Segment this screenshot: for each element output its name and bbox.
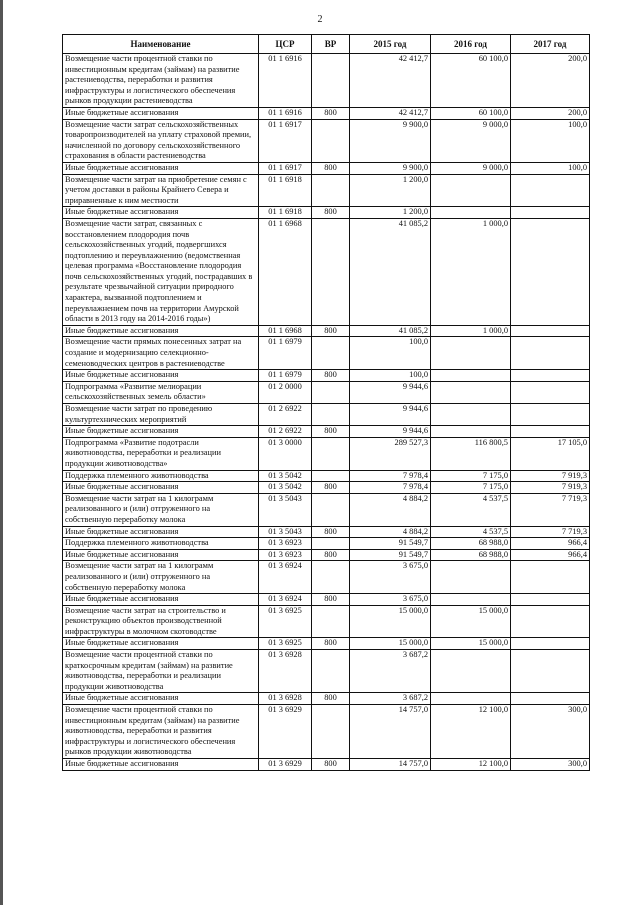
row-2017 bbox=[511, 426, 590, 438]
row-name: Возмещение части затрат по проведению культуртехнических мероприятий bbox=[63, 404, 259, 426]
row-2016: 12 100,0 bbox=[431, 759, 511, 771]
row-name: Иные бюджетные ассигнования bbox=[63, 759, 259, 771]
row-name: Поддержка племенного животноводства bbox=[63, 470, 259, 482]
row-vr bbox=[312, 337, 350, 370]
row-name: Возмещение части прямых понесенных затрат на создание и модернизацию селекционно-семеноводческих центров в растениеводстве bbox=[63, 337, 259, 370]
header-row bbox=[63, 35, 590, 54]
row-2016: 68 988,0 bbox=[431, 538, 511, 550]
row-csr: 01 3 6928 bbox=[259, 693, 312, 705]
row-name: Возмещение части затрат на 1 килограмм реализованного и (или) отгруженного на собственную переработку молока bbox=[63, 561, 259, 594]
row-csr: 01 3 6923 bbox=[259, 549, 312, 561]
row-2017 bbox=[511, 370, 590, 382]
row-2015: 9 944,6 bbox=[350, 426, 431, 438]
table-row bbox=[63, 54, 590, 108]
row-2017 bbox=[511, 404, 590, 426]
row-2017 bbox=[511, 174, 590, 207]
row-2016 bbox=[431, 693, 511, 705]
table-row bbox=[63, 561, 590, 594]
row-2016: 116 800,5 bbox=[431, 437, 511, 470]
header-2016: 2016 год bbox=[431, 35, 511, 54]
row-2017: 7 719,3 bbox=[511, 526, 590, 538]
row-2015: 41 085,2 bbox=[350, 218, 431, 325]
row-2017: 7 919,3 bbox=[511, 470, 590, 482]
row-vr bbox=[312, 119, 350, 162]
header-2017: 2017 год bbox=[511, 35, 590, 54]
row-2015: 289 527,3 bbox=[350, 437, 431, 470]
table-row bbox=[63, 426, 590, 438]
row-name: Возмещение части затрат на 1 килограмм реализованного и (или) отгруженного на собственную переработку молока bbox=[63, 493, 259, 526]
table-row bbox=[63, 482, 590, 494]
row-name: Иные бюджетные ассигнования bbox=[63, 426, 259, 438]
table-row bbox=[63, 404, 590, 426]
row-csr: 01 3 6924 bbox=[259, 594, 312, 606]
row-vr: 800 bbox=[312, 482, 350, 494]
row-vr bbox=[312, 381, 350, 403]
row-name: Иные бюджетные ассигнования bbox=[63, 482, 259, 494]
row-vr bbox=[312, 538, 350, 550]
page-number: 2 bbox=[317, 14, 323, 25]
table-row bbox=[63, 538, 590, 550]
row-2016: 7 175,0 bbox=[431, 470, 511, 482]
row-vr: 800 bbox=[312, 759, 350, 771]
row-2017: 300,0 bbox=[511, 705, 590, 759]
row-2015: 1 200,0 bbox=[350, 174, 431, 207]
row-2016: 15 000,0 bbox=[431, 605, 511, 638]
row-name: Подпрограмма «Развитие подотрасли животноводства, переработки и реализации продукции животноводства» bbox=[63, 437, 259, 470]
header-vr: ВР bbox=[312, 35, 350, 54]
row-vr bbox=[312, 437, 350, 470]
row-2016 bbox=[431, 404, 511, 426]
row-2016: 1 000,0 bbox=[431, 325, 511, 337]
row-2017: 100,0 bbox=[511, 119, 590, 162]
row-vr: 800 bbox=[312, 594, 350, 606]
row-2015: 3 675,0 bbox=[350, 594, 431, 606]
row-2016: 60 100,0 bbox=[431, 54, 511, 108]
budget-table bbox=[62, 34, 590, 771]
row-2017 bbox=[511, 337, 590, 370]
row-2015: 91 549,7 bbox=[350, 549, 431, 561]
row-csr: 01 2 0000 bbox=[259, 381, 312, 403]
row-name: Иные бюджетные ассигнования bbox=[63, 549, 259, 561]
row-2017: 966,4 bbox=[511, 549, 590, 561]
row-csr: 01 3 6924 bbox=[259, 561, 312, 594]
row-csr: 01 1 6968 bbox=[259, 218, 312, 325]
row-2017 bbox=[511, 605, 590, 638]
row-name: Возмещение части затрат, связанных с восстановлением плодородия почв сельскохозяйственных угодий, подвергшихся подтоплению и переувлажнению (ведомственная целевая программа «Восстановление плодородия почв сельскохозяйственных угодий, пострадавших в результате чрезвычайной ситуации природного характера, вызванной подтоплением и переувлажнением почв на территории Амурской области в 2013 году на 2014-2016 годы») bbox=[63, 218, 259, 325]
table-row bbox=[63, 493, 590, 526]
table-row bbox=[63, 207, 590, 219]
row-name: Возмещение части процентной ставки по краткосрочным кредитам (займам) на развитие животноводства, переработки и реализации продукции животноводства bbox=[63, 650, 259, 693]
row-2017 bbox=[511, 207, 590, 219]
row-2017 bbox=[511, 693, 590, 705]
row-2016: 1 000,0 bbox=[431, 218, 511, 325]
header-name: Наименование bbox=[63, 35, 259, 54]
row-2015: 9 944,6 bbox=[350, 404, 431, 426]
row-name: Иные бюджетные ассигнования bbox=[63, 162, 259, 174]
row-2015: 1 200,0 bbox=[350, 207, 431, 219]
row-2015: 42 412,7 bbox=[350, 107, 431, 119]
row-vr bbox=[312, 561, 350, 594]
row-2015: 15 000,0 bbox=[350, 605, 431, 638]
row-2016 bbox=[431, 174, 511, 207]
row-name: Возмещение части затрат на строительство и реконструкцию объектов производственной инфраструктуры в молочном скотоводстве bbox=[63, 605, 259, 638]
row-2017 bbox=[511, 594, 590, 606]
row-csr: 01 1 6916 bbox=[259, 54, 312, 108]
row-2016 bbox=[431, 370, 511, 382]
row-csr: 01 1 6918 bbox=[259, 174, 312, 207]
row-2016 bbox=[431, 207, 511, 219]
row-csr: 01 2 6922 bbox=[259, 426, 312, 438]
table-row bbox=[63, 162, 590, 174]
table-row bbox=[63, 705, 590, 759]
table-row bbox=[63, 119, 590, 162]
row-name: Возмещение части затрат сельскохозяйственных товаропроизводителей на уплату страховой премии, начисленной по договору сельскохозяйственного страхования в области растениеводства bbox=[63, 119, 259, 162]
row-2017: 200,0 bbox=[511, 54, 590, 108]
row-vr bbox=[312, 470, 350, 482]
table-row bbox=[63, 107, 590, 119]
row-vr bbox=[312, 54, 350, 108]
row-2017 bbox=[511, 325, 590, 337]
table-row bbox=[63, 218, 590, 325]
row-csr: 01 1 6918 bbox=[259, 207, 312, 219]
row-name: Возмещение части процентной ставки по инвестиционным кредитам (займам) на развитие животноводства, переработки и развития инфраструктуры и логистического обеспечения рынков продукции животноводства bbox=[63, 705, 259, 759]
row-csr: 01 2 6922 bbox=[259, 404, 312, 426]
row-vr bbox=[312, 493, 350, 526]
row-2015: 7 978,4 bbox=[350, 482, 431, 494]
row-csr: 01 1 6917 bbox=[259, 119, 312, 162]
row-2015: 14 757,0 bbox=[350, 759, 431, 771]
row-vr: 800 bbox=[312, 426, 350, 438]
table-row bbox=[63, 605, 590, 638]
row-vr: 800 bbox=[312, 549, 350, 561]
row-vr: 800 bbox=[312, 638, 350, 650]
row-csr: 01 1 6916 bbox=[259, 107, 312, 119]
row-2016 bbox=[431, 381, 511, 403]
table-row bbox=[63, 693, 590, 705]
row-2017: 300,0 bbox=[511, 759, 590, 771]
row-name: Иные бюджетные ассигнования bbox=[63, 526, 259, 538]
row-name: Иные бюджетные ассигнования bbox=[63, 594, 259, 606]
header-csr: ЦСР bbox=[259, 35, 312, 54]
row-2017: 100,0 bbox=[511, 162, 590, 174]
row-vr bbox=[312, 705, 350, 759]
row-vr: 800 bbox=[312, 207, 350, 219]
row-2016: 12 100,0 bbox=[431, 705, 511, 759]
row-2015: 3 687,2 bbox=[350, 693, 431, 705]
row-2015: 9 900,0 bbox=[350, 119, 431, 162]
table-row bbox=[63, 325, 590, 337]
row-2016 bbox=[431, 426, 511, 438]
row-2015: 100,0 bbox=[350, 337, 431, 370]
row-2016: 68 988,0 bbox=[431, 549, 511, 561]
row-vr bbox=[312, 605, 350, 638]
row-2015: 3 687,2 bbox=[350, 650, 431, 693]
row-2016: 7 175,0 bbox=[431, 482, 511, 494]
row-2017 bbox=[511, 381, 590, 403]
table-row bbox=[63, 759, 590, 771]
row-csr: 01 3 0000 bbox=[259, 437, 312, 470]
row-2016 bbox=[431, 561, 511, 594]
row-2017 bbox=[511, 218, 590, 325]
row-2017: 7 719,3 bbox=[511, 493, 590, 526]
row-2015: 7 978,4 bbox=[350, 470, 431, 482]
row-name: Подпрограмма «Развитие мелиорации сельскохозяйственных земель области» bbox=[63, 381, 259, 403]
row-csr: 01 1 6968 bbox=[259, 325, 312, 337]
row-vr bbox=[312, 174, 350, 207]
row-vr bbox=[312, 404, 350, 426]
row-vr bbox=[312, 650, 350, 693]
row-2017: 966,4 bbox=[511, 538, 590, 550]
row-2016: 60 100,0 bbox=[431, 107, 511, 119]
row-csr: 01 1 6917 bbox=[259, 162, 312, 174]
table-row bbox=[63, 594, 590, 606]
row-csr: 01 1 6979 bbox=[259, 370, 312, 382]
row-2016: 4 537,5 bbox=[431, 526, 511, 538]
row-2015: 15 000,0 bbox=[350, 638, 431, 650]
row-name: Иные бюджетные ассигнования bbox=[63, 325, 259, 337]
table-row bbox=[63, 437, 590, 470]
row-2017: 7 919,3 bbox=[511, 482, 590, 494]
row-csr: 01 3 5043 bbox=[259, 493, 312, 526]
row-name: Иные бюджетные ассигнования bbox=[63, 638, 259, 650]
row-csr: 01 3 6923 bbox=[259, 538, 312, 550]
row-name: Возмещение части процентной ставки по инвестиционным кредитам (займам) на развитие растениеводства, переработки и развития инфраструктуры и логистического обеспечения рынков продукции растениеводства bbox=[63, 54, 259, 108]
row-2016 bbox=[431, 650, 511, 693]
row-2016 bbox=[431, 337, 511, 370]
row-2015: 4 884,2 bbox=[350, 493, 431, 526]
header-2015: 2015 год bbox=[350, 35, 431, 54]
table-row bbox=[63, 470, 590, 482]
row-vr bbox=[312, 218, 350, 325]
table-row bbox=[63, 370, 590, 382]
row-2017: 200,0 bbox=[511, 107, 590, 119]
row-name: Иные бюджетные ассигнования bbox=[63, 370, 259, 382]
table-row bbox=[63, 381, 590, 403]
row-csr: 01 3 6925 bbox=[259, 638, 312, 650]
row-2015: 9 900,0 bbox=[350, 162, 431, 174]
row-csr: 01 3 5042 bbox=[259, 470, 312, 482]
row-2015: 9 944,6 bbox=[350, 381, 431, 403]
row-2015: 41 085,2 bbox=[350, 325, 431, 337]
row-name: Возмещение части затрат на приобретение семян с учетом доставки в районы Крайнего Севера и приравненные к ним местности bbox=[63, 174, 259, 207]
row-name: Поддержка племенного животноводства bbox=[63, 538, 259, 550]
row-2015: 42 412,7 bbox=[350, 54, 431, 108]
row-csr: 01 3 6925 bbox=[259, 605, 312, 638]
row-2016: 9 000,0 bbox=[431, 119, 511, 162]
row-vr: 800 bbox=[312, 370, 350, 382]
row-2015: 3 675,0 bbox=[350, 561, 431, 594]
table-row bbox=[63, 337, 590, 370]
row-2015: 100,0 bbox=[350, 370, 431, 382]
row-2017 bbox=[511, 561, 590, 594]
row-csr: 01 3 5042 bbox=[259, 482, 312, 494]
row-csr: 01 3 6928 bbox=[259, 650, 312, 693]
table-row bbox=[63, 526, 590, 538]
row-2015: 4 884,2 bbox=[350, 526, 431, 538]
row-name: Иные бюджетные ассигнования bbox=[63, 107, 259, 119]
row-2016: 9 000,0 bbox=[431, 162, 511, 174]
row-csr: 01 3 5043 bbox=[259, 526, 312, 538]
table-row bbox=[63, 638, 590, 650]
row-vr: 800 bbox=[312, 162, 350, 174]
row-vr: 800 bbox=[312, 325, 350, 337]
row-2015: 91 549,7 bbox=[350, 538, 431, 550]
row-name: Иные бюджетные ассигнования bbox=[63, 207, 259, 219]
row-csr: 01 3 6929 bbox=[259, 759, 312, 771]
row-csr: 01 3 6929 bbox=[259, 705, 312, 759]
row-2017: 17 105,0 bbox=[511, 437, 590, 470]
row-2015: 14 757,0 bbox=[350, 705, 431, 759]
table-row bbox=[63, 549, 590, 561]
table-row bbox=[63, 174, 590, 207]
row-2016: 4 537,5 bbox=[431, 493, 511, 526]
row-name: Иные бюджетные ассигнования bbox=[63, 693, 259, 705]
row-vr: 800 bbox=[312, 693, 350, 705]
row-2017 bbox=[511, 650, 590, 693]
row-csr: 01 1 6979 bbox=[259, 337, 312, 370]
row-2016: 15 000,0 bbox=[431, 638, 511, 650]
scan-edge bbox=[0, 0, 3, 905]
row-2016 bbox=[431, 594, 511, 606]
row-vr: 800 bbox=[312, 107, 350, 119]
row-2017 bbox=[511, 638, 590, 650]
table-row bbox=[63, 650, 590, 693]
row-vr: 800 bbox=[312, 526, 350, 538]
